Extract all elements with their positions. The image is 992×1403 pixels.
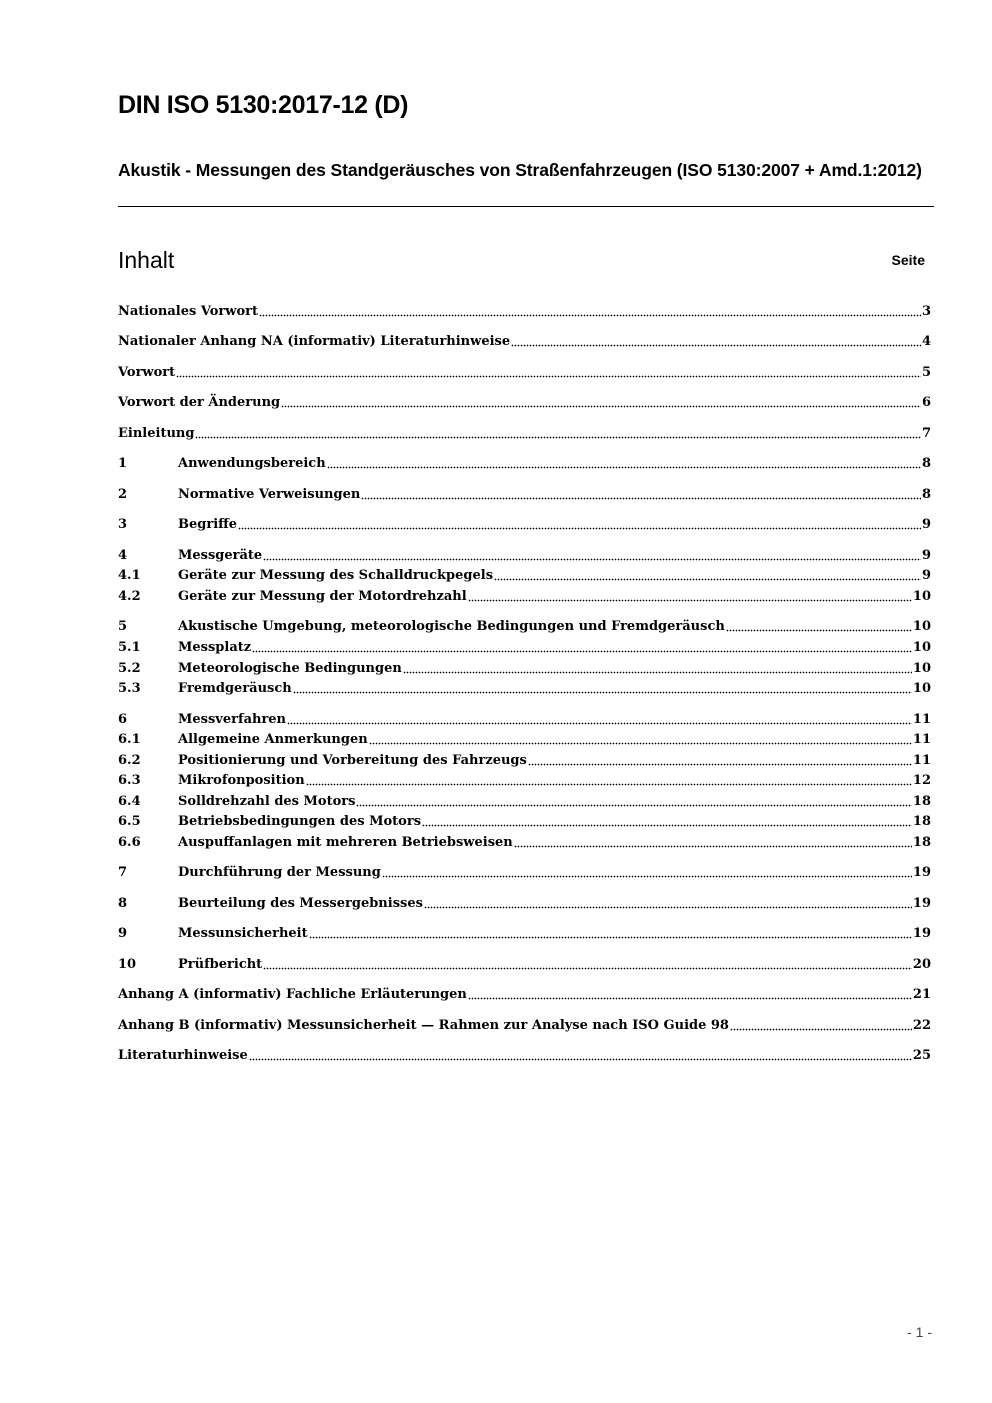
toc-entry-number: 6.4 xyxy=(118,794,141,809)
toc-entry-number: 6.3 xyxy=(118,773,141,788)
toc-entry-nationales-vorwort[interactable] xyxy=(118,302,931,322)
toc-entry-text: Durchführung der Messung xyxy=(178,865,381,880)
toc-leader-dots xyxy=(528,761,912,766)
toc-entry-6[interactable] xyxy=(118,710,931,730)
toc-entry-text: Anhang A (informativ) Fachliche Erläuterungen xyxy=(118,987,467,1002)
toc-entry-page: 19 xyxy=(912,865,931,880)
toc-entry-text: Einleitung xyxy=(118,426,195,441)
document-title: DIN ISO 5130:2017-12 (D) xyxy=(118,91,409,119)
toc-entry-8[interactable] xyxy=(118,894,931,914)
toc-entry-number: 6 xyxy=(118,712,128,727)
toc-leader-dots xyxy=(259,312,921,317)
toc-entry-6-1[interactable] xyxy=(118,730,931,750)
toc-heading: Inhalt xyxy=(118,247,175,273)
toc-entry-text: Beurteilung des Messergebnisses xyxy=(178,896,423,911)
toc-entry-5[interactable] xyxy=(118,617,931,637)
toc-leader-dots xyxy=(361,495,921,500)
toc-entry-page: 10 xyxy=(912,619,931,634)
toc-entry-page: 6 xyxy=(921,395,931,410)
toc-entry-5-2[interactable] xyxy=(118,659,931,679)
toc-entry-text: Auspuffanlagen mit mehreren Betriebsweisen xyxy=(178,835,513,850)
toc-entry-10[interactable] xyxy=(118,955,931,975)
toc-entry-page: 9 xyxy=(921,568,931,583)
toc-leader-dots xyxy=(403,669,912,674)
toc-entry-6-3[interactable] xyxy=(118,771,931,791)
toc-entry-6-6[interactable] xyxy=(118,833,931,853)
toc-leader-dots xyxy=(356,802,911,807)
toc-entry-text: Nationaler Anhang NA (informativ) Literaturhinweise xyxy=(118,334,511,349)
toc-entry-number: 5 xyxy=(118,619,128,634)
toc-leader-dots xyxy=(249,1056,912,1061)
footer-page-number: - 1 - xyxy=(907,1324,932,1340)
toc-leader-dots xyxy=(281,403,921,408)
toc-entry-text: Messgeräte xyxy=(178,548,263,563)
toc-entry-3[interactable] xyxy=(118,515,931,535)
toc-entry-text: Positionierung und Vorbereitung des Fahrzeugs xyxy=(178,753,527,768)
toc-leader-dots xyxy=(238,525,921,530)
toc-entry-4-2[interactable] xyxy=(118,587,931,607)
toc-leader-dots xyxy=(468,597,912,602)
toc-entry-page: 11 xyxy=(912,732,931,747)
toc-entry-6-2[interactable] xyxy=(118,751,931,771)
toc-entry-page: 12 xyxy=(912,773,931,788)
toc-entry-9[interactable] xyxy=(118,924,931,944)
toc-entry-anhang-a[interactable] xyxy=(118,985,931,1005)
toc-leader-dots xyxy=(422,822,912,827)
toc-entry-page: 11 xyxy=(912,712,931,727)
toc-entry-nationaler-anhang[interactable] xyxy=(118,332,931,352)
toc-entry-number: 3 xyxy=(118,517,128,532)
toc-page-column-label: Seite xyxy=(891,252,925,268)
toc-entry-page: 3 xyxy=(921,304,931,319)
toc-entry-page: 19 xyxy=(912,896,931,911)
document-subtitle: Akustik - Messungen des Standgeräusches von Straßenfahrzeugen (ISO 5130:2007 + Amd.1:2012) xyxy=(118,160,922,180)
toc-leader-dots xyxy=(327,464,921,469)
toc-entry-text: Betriebsbedingungen des Motors xyxy=(178,814,422,829)
toc-entry-5-3[interactable] xyxy=(118,679,931,699)
toc-entry-text: Begriffe xyxy=(178,517,238,532)
toc-entry-text: Nationales Vorwort xyxy=(118,304,258,319)
toc-leader-dots xyxy=(287,720,912,725)
toc-entry-number: 10 xyxy=(118,957,137,972)
toc-entry-number: 8 xyxy=(118,896,128,911)
toc-entry-7[interactable] xyxy=(118,863,931,883)
toc-entry-page: 10 xyxy=(912,640,931,655)
toc-entry-page: 7 xyxy=(921,426,931,441)
toc-entry-page: 8 xyxy=(921,456,931,471)
toc-entry-number: 5.1 xyxy=(118,640,141,655)
toc-entry-page: 18 xyxy=(912,814,931,829)
toc-entry-5-1[interactable] xyxy=(118,638,931,658)
toc-entry-number: 4 xyxy=(118,548,128,563)
toc-leader-dots xyxy=(468,995,912,1000)
toc-entry-number: 4.1 xyxy=(118,568,141,583)
toc-entry-vorwort-aenderung[interactable] xyxy=(118,393,931,413)
toc-leader-dots xyxy=(726,627,912,632)
toc-entry-page: 10 xyxy=(912,681,931,696)
toc-entry-page: 10 xyxy=(912,589,931,604)
toc-entry-page: 19 xyxy=(912,926,931,941)
toc-leader-dots xyxy=(176,373,921,378)
toc-entry-page: 25 xyxy=(912,1048,931,1063)
toc-entry-text: Meteorologische Bedingungen xyxy=(178,661,402,676)
toc-entry-number: 5.2 xyxy=(118,661,141,676)
toc-entry-text: Vorwort xyxy=(118,365,176,380)
toc-entry-6-4[interactable] xyxy=(118,792,931,812)
toc-leader-dots xyxy=(293,689,912,694)
toc-entry-vorwort[interactable] xyxy=(118,363,931,383)
toc-entry-text: Fremdgeräusch xyxy=(178,681,292,696)
toc-leader-dots xyxy=(514,843,912,848)
toc-entry-1[interactable] xyxy=(118,454,931,474)
toc-entry-text: Anwendungsbereich xyxy=(178,456,326,471)
toc-leader-dots xyxy=(424,904,912,909)
toc-entry-2[interactable] xyxy=(118,485,931,505)
toc-entry-4[interactable] xyxy=(118,546,931,566)
toc-entry-anhang-b[interactable] xyxy=(118,1016,931,1036)
toc-entry-number: 2 xyxy=(118,487,128,502)
toc-entry-einleitung[interactable] xyxy=(118,424,931,444)
title-divider xyxy=(118,206,934,207)
toc-entry-text: Geräte zur Messung des Schalldruckpegels xyxy=(178,568,494,583)
toc-entry-text: Prüfbericht xyxy=(178,957,263,972)
toc-entry-number: 5.3 xyxy=(118,681,141,696)
toc-leader-dots xyxy=(309,934,912,939)
toc-leader-dots xyxy=(263,965,912,970)
toc-entry-number: 6.6 xyxy=(118,835,141,850)
toc-entry-number: 4.2 xyxy=(118,589,141,604)
toc-entry-text: Geräte zur Messung der Motordrehzahl xyxy=(178,589,467,604)
toc-entry-literaturhinweise[interactable] xyxy=(118,1046,931,1066)
toc-entry-text: Literaturhinweise xyxy=(118,1048,248,1063)
toc-entry-page: 20 xyxy=(912,957,931,972)
toc-entry-page: 21 xyxy=(912,987,931,1002)
toc-leader-dots xyxy=(195,434,921,439)
toc-entry-text: Messplatz xyxy=(178,640,252,655)
toc-leader-dots xyxy=(369,740,912,745)
toc-leader-dots xyxy=(494,576,921,581)
toc-entry-text: Messunsicherheit xyxy=(178,926,308,941)
toc-entry-page: 10 xyxy=(912,661,931,676)
toc-entry-page: 5 xyxy=(921,365,931,380)
toc-entry-number: 1 xyxy=(118,456,128,471)
toc-entry-number: 9 xyxy=(118,926,128,941)
toc-entry-number: 6.5 xyxy=(118,814,141,829)
toc-entry-page: 9 xyxy=(921,517,931,532)
toc-entry-text: Messverfahren xyxy=(178,712,287,727)
toc-entry-text: Allgemeine Anmerkungen xyxy=(178,732,368,747)
toc-leader-dots xyxy=(511,342,921,347)
toc-entry-4-1[interactable] xyxy=(118,566,931,586)
toc-entry-page: 18 xyxy=(912,794,931,809)
toc-entry-text: Normative Verweisungen xyxy=(178,487,361,502)
toc-entry-text: Vorwort der Änderung xyxy=(118,395,281,410)
toc-leader-dots xyxy=(306,781,912,786)
toc-entry-6-5[interactable] xyxy=(118,812,931,832)
toc-entry-page: 8 xyxy=(921,487,931,502)
toc-entry-text: Anhang B (informativ) Messunsicherheit — Rahmen zur Analyse nach ISO Guide 98 xyxy=(118,1018,729,1033)
toc-entry-text: Akustische Umgebung, meteorologische Bedingungen und Fremdgeräusch xyxy=(178,619,725,634)
toc-entry-number: 6.1 xyxy=(118,732,141,747)
toc-entry-page: 18 xyxy=(912,835,931,850)
toc-entry-page: 22 xyxy=(912,1018,931,1033)
toc-entry-text: Solldrehzahl des Motors xyxy=(178,794,356,809)
toc-entry-number: 7 xyxy=(118,865,128,880)
toc-leader-dots xyxy=(382,873,912,878)
toc-entry-page: 11 xyxy=(912,753,931,768)
toc-entry-text: Mikrofonposition xyxy=(178,773,305,788)
toc-entry-number: 6.2 xyxy=(118,753,141,768)
toc-leader-dots xyxy=(252,648,912,653)
toc-leader-dots xyxy=(730,1026,912,1031)
toc-entry-page: 4 xyxy=(921,334,931,349)
toc-leader-dots xyxy=(263,556,921,561)
toc-entry-page: 9 xyxy=(921,548,931,563)
